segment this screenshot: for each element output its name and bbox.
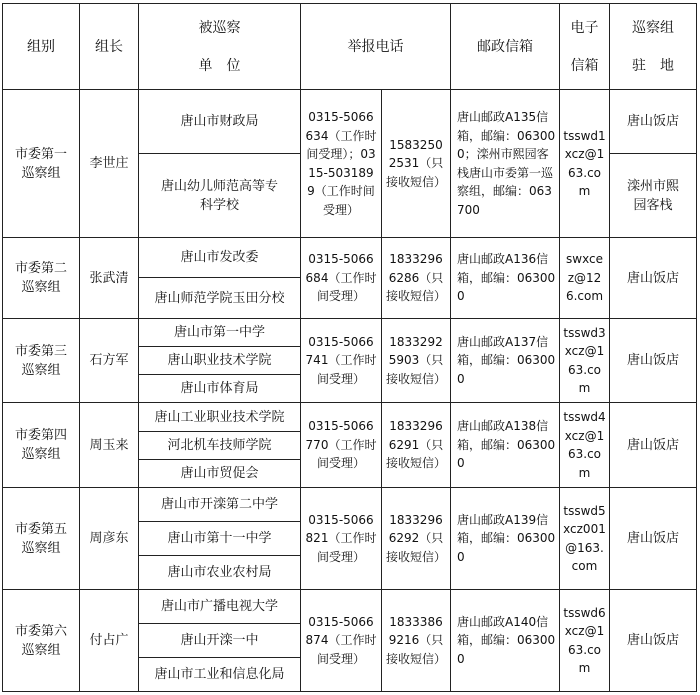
email-cell: tsswd1xcz@163.com (560, 90, 610, 238)
station-cell: 唐山饭店 (610, 238, 697, 319)
leader-cell: 周彦东 (80, 488, 139, 590)
unit-cell: 唐山开滦一中 (139, 624, 301, 658)
unit-cell: 河北机车技师学院 (139, 432, 301, 460)
group-cell: 市委第五巡察组 (3, 488, 80, 590)
leader-cell: 周玉来 (80, 403, 139, 488)
phone-cell: 0315-5066874（工作时间受理） (301, 590, 382, 692)
table-row (3, 590, 697, 624)
station-cell: 唐山饭店 (610, 488, 697, 590)
mailbox-cell: 唐山邮政A140信箱，邮编：063000 (451, 590, 560, 692)
mailbox-cell: 唐山邮政A136信箱，邮编：063000 (451, 238, 560, 319)
header-group: 组别 (3, 4, 80, 90)
station-cell: 唐山饭店 (610, 319, 697, 403)
header-row (3, 4, 697, 90)
header-leader: 组长 (80, 4, 139, 90)
mailbox-cell: 唐山邮政A135信箱，邮编：063000；滦州市熙园客栈唐山市委第一巡察组，邮编：063700 (451, 90, 560, 238)
unit-cell: 唐山市工业和信息化局 (139, 658, 301, 692)
email-cell: tsswd3xcz@163.com (560, 319, 610, 403)
table-row (3, 403, 697, 432)
header-email-line2: 信箱 (570, 57, 599, 74)
phone-cell: 0315-5066634（工作时间受理）；0315-5031899（工作时间受理） (301, 90, 382, 238)
unit-cell: 唐山市开滦第二中学 (139, 488, 301, 522)
unit-cell: 唐山市财政局 (139, 90, 301, 154)
cell-phone-cell: 15832502531（只接收短信） (382, 90, 451, 238)
header-email (560, 4, 610, 90)
header-station-line2: 驻 地 (632, 57, 674, 74)
group-cell: 市委第三巡察组 (3, 319, 80, 403)
table-row (3, 90, 697, 154)
header-phone: 举报电话 (301, 4, 451, 90)
header-mailbox: 邮政信箱 (451, 4, 560, 90)
group-cell: 市委第四巡察组 (3, 403, 80, 488)
email-cell: tsswd5xcz001@163.com (560, 488, 610, 590)
header-unit-line1: 被巡察 (198, 19, 241, 36)
email-cell: tsswd6xcz@163.com (560, 590, 610, 692)
header-email-line1: 电子 (570, 19, 599, 36)
station-cell: 唐山饭店 (610, 90, 697, 154)
unit-cell: 唐山市第十一中学 (139, 522, 301, 556)
unit-cell: 唐山市广播电视大学 (139, 590, 301, 624)
header-unit-line2: 单 位 (198, 57, 241, 74)
cell-phone-cell: 18332966286（只接收短信） (382, 238, 451, 319)
mailbox-cell: 唐山邮政A137信箱，邮编：063000 (451, 319, 560, 403)
group-cell: 市委第一巡察组 (3, 90, 80, 238)
unit-cell: 唐山市农业农村局 (139, 556, 301, 590)
unit-cell: 唐山市第一中学 (139, 319, 301, 347)
mailbox-cell: 唐山邮政A138信箱，邮编：063000 (451, 403, 560, 488)
unit-cell: 唐山幼儿师范高等专科学校 (139, 154, 301, 238)
leader-cell: 张武清 (80, 238, 139, 319)
unit-cell: 唐山工业职业技术学院 (139, 403, 301, 432)
phone-cell: 0315-5066741（工作时间受理） (301, 319, 382, 403)
group-cell: 市委第六巡察组 (3, 590, 80, 692)
station-cell: 滦州市熙园客栈 (610, 154, 697, 238)
header-unit (139, 4, 301, 90)
leader-cell: 付占广 (80, 590, 139, 692)
unit-cell: 唐山市发改委 (139, 238, 301, 278)
header-station-line1: 巡察组 (632, 19, 674, 36)
unit-cell: 唐山市贸促会 (139, 460, 301, 488)
table-row (3, 319, 697, 347)
unit-cell: 唐山职业技术学院 (139, 347, 301, 375)
mailbox-cell: 唐山邮政A139信箱，邮编：063000 (451, 488, 560, 590)
unit-cell: 唐山师范学院玉田分校 (139, 278, 301, 319)
phone-cell: 0315-5066821（工作时间受理） (301, 488, 382, 590)
station-cell: 唐山饭店 (610, 590, 697, 692)
inspection-table (2, 3, 697, 692)
cell-phone-cell: 18332966292（只接收短信） (382, 488, 451, 590)
leader-cell: 石方军 (80, 319, 139, 403)
cell-phone-cell: 18333869216（只接收短信） (382, 590, 451, 692)
station-cell: 唐山饭店 (610, 403, 697, 488)
leader-cell: 李世庄 (80, 90, 139, 238)
table-row (3, 238, 697, 278)
email-cell: swxcez@126.com (560, 238, 610, 319)
email-cell: tsswd4xcz@163.com (560, 403, 610, 488)
phone-cell: 0315-5066770（工作时间受理） (301, 403, 382, 488)
cell-phone-cell: 18332966291（只接收短信） (382, 403, 451, 488)
group-cell: 市委第二巡察组 (3, 238, 80, 319)
header-station (610, 4, 697, 90)
unit-cell: 唐山市体育局 (139, 375, 301, 403)
phone-cell: 0315-5066684（工作时间受理） (301, 238, 382, 319)
cell-phone-cell: 18332925903（只接收短信） (382, 319, 451, 403)
table-row (3, 488, 697, 522)
